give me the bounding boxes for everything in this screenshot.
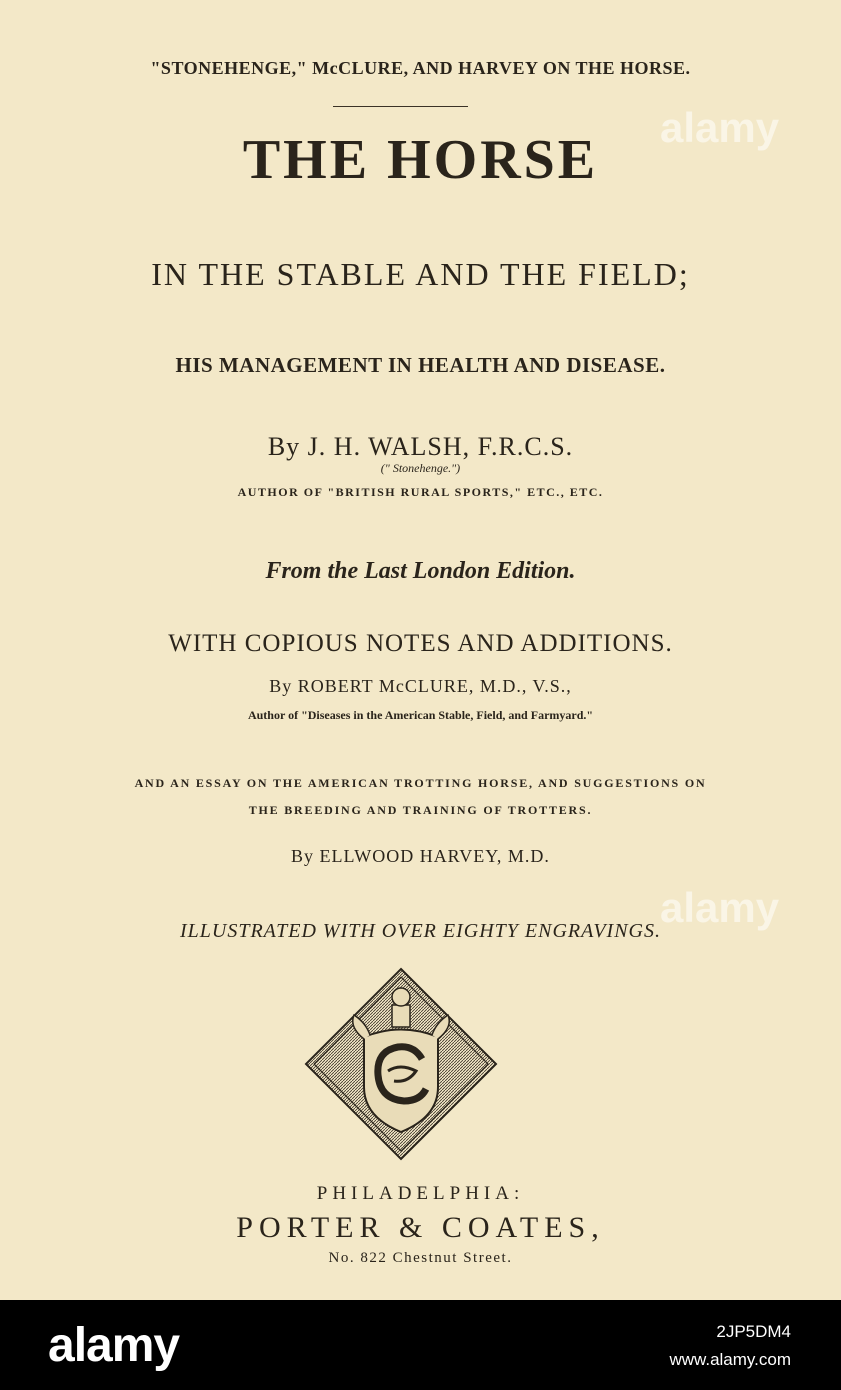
author-pseudonym: (" Stonehenge.") xyxy=(380,461,461,475)
watermark: alamy xyxy=(660,884,780,931)
mcclure-credentials: Author of "Diseases in the American Stable, Field, and Farmyard." xyxy=(247,708,594,722)
notes-line: WITH COPIOUS NOTES AND ADDITIONS. xyxy=(168,630,673,657)
author-walsh: By J. H. WALSH, F.R.C.S. xyxy=(267,432,574,461)
author-mcclure: By ROBERT McCLURE, M.D., V.S., xyxy=(269,676,572,696)
author-harvey: By ELLWOOD HARVEY, M.D. xyxy=(291,846,550,866)
publisher-city: PHILADELPHIA: xyxy=(316,1183,525,1204)
edition-line: From the Last London Edition. xyxy=(265,558,576,584)
image-id: 2JP5DM4 xyxy=(716,1322,791,1341)
publisher-emblem-icon xyxy=(304,967,498,1161)
walsh-credentials: AUTHOR OF "BRITISH RURAL SPORTS," ETC., ETC. xyxy=(237,485,604,499)
site-url: www.alamy.com xyxy=(669,1350,791,1369)
title-rule xyxy=(333,106,468,107)
essay-line-1: AND AN ESSAY ON THE AMERICAN TROTTING HORSE, AND SUGGESTIONS ON xyxy=(134,776,707,790)
essay-line-2: THE BREEDING AND TRAINING OF TROTTERS. xyxy=(248,803,593,817)
stock-footer xyxy=(0,1300,841,1390)
alamy-logo: alamy xyxy=(48,1319,180,1372)
subtitle-stable-field: IN THE STABLE AND THE FIELD; xyxy=(151,256,690,292)
watermark: alamy xyxy=(660,104,780,151)
publisher-address: No. 822 Chestnut Street. xyxy=(328,1250,513,1266)
series-line: "STONEHENGE," McCLURE, AND HARVEY ON THE HORSE. xyxy=(150,58,691,78)
main-title: THE HORSE xyxy=(242,129,599,191)
illustrated-line: ILLUSTRATED WITH OVER EIGHTY ENGRAVINGS. xyxy=(179,920,662,942)
publisher-name: PORTER & COATES, xyxy=(236,1211,605,1244)
subtitle-management: HIS MANAGEMENT IN HEALTH AND DISEASE. xyxy=(175,353,666,377)
